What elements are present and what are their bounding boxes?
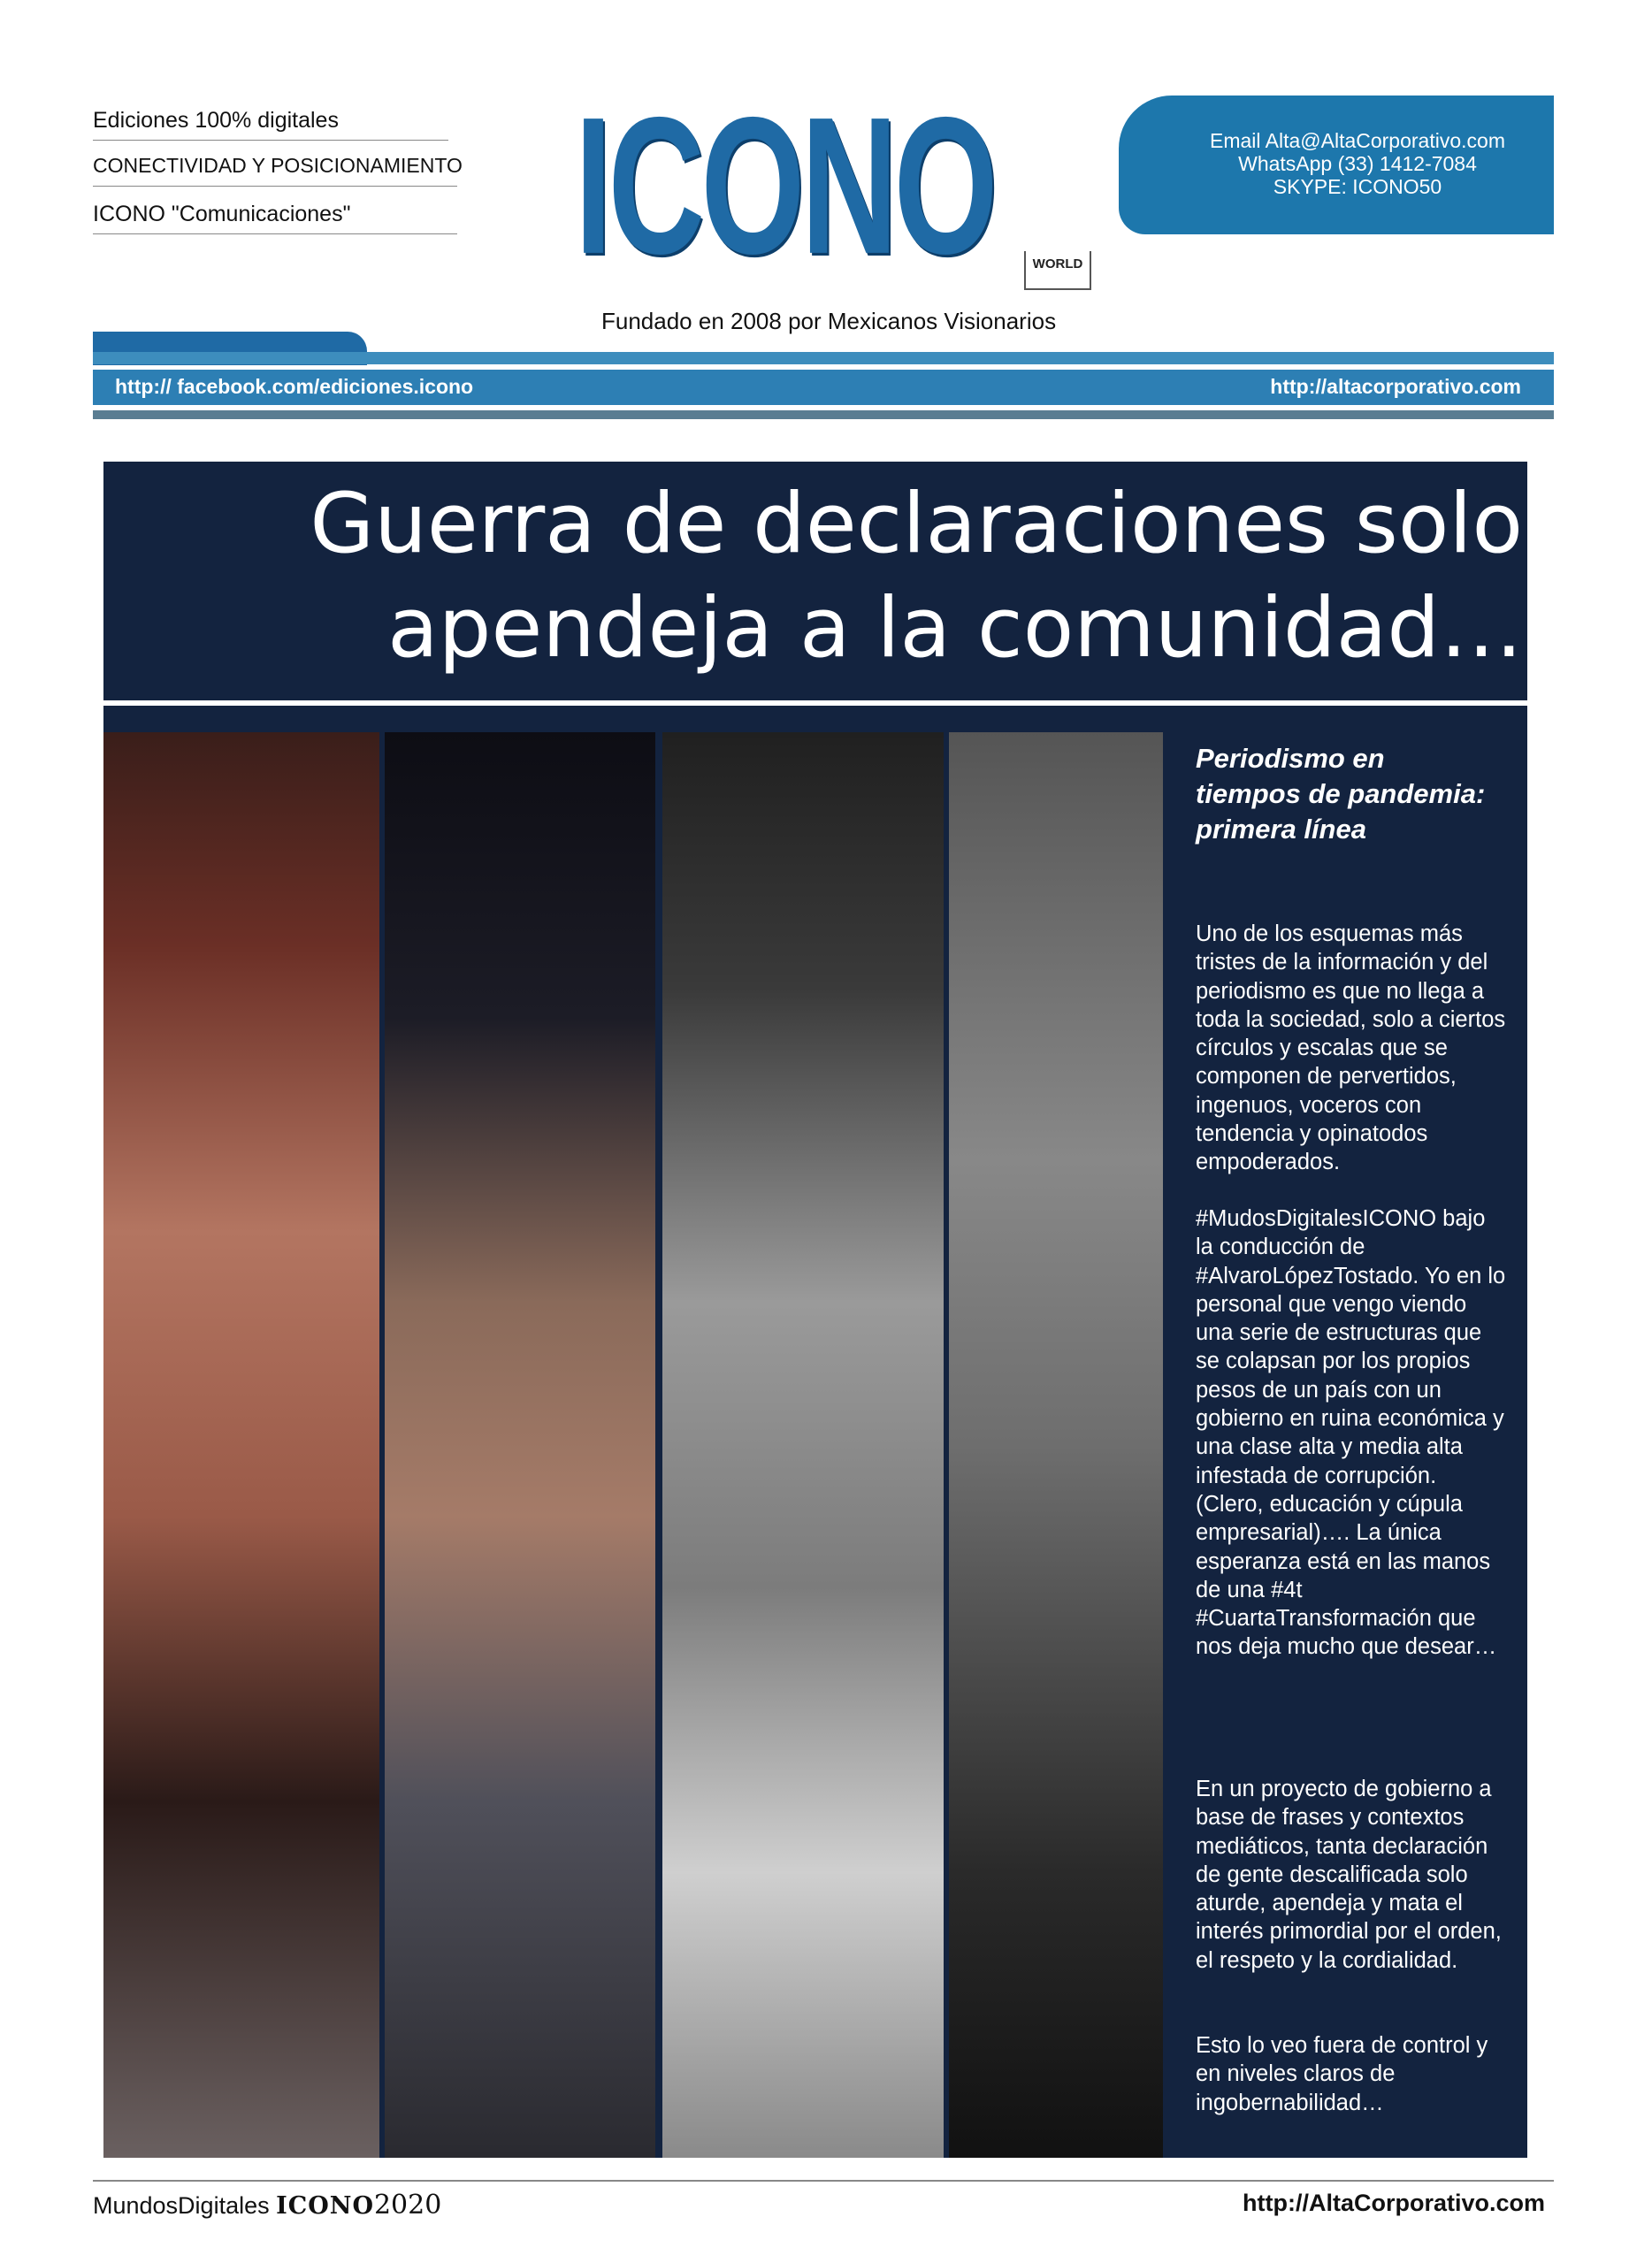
founded-line: Fundado en 2008 por Mexicanos Visionarios [601,308,1057,334]
footer-brand-line [93,2190,441,2221]
tagline-divider [93,233,457,234]
article-paragraph-3: En un proyecto de gobierno a base de frases y contextos mediáticos, tanta declaración de gente descalificada solo aturde, apendeja y mata el interés primordial por el orden, el respeto y la cordialidad. [1196,1777,1502,1973]
facebook-link[interactable]: http:// facebook.com/ediciones.icono [115,375,474,398]
headline-line-1: Guerra de declaraciones solo [310,476,1523,572]
logo-wordmark: ICONO [575,76,995,295]
icono-logo [575,76,1088,295]
article-paragraph-2: #MudosDigitalesICONO bajo la conducción de #AlvaroLópezTostado. Yo en lo personal que vengo viendo una serie de estructuras que se colapsan por los propios pesos de un país con un gobierno en ruina económica y una clase alta y media alta infestada de corrupción. (Clero, educación y cúpula empresarial)…. La única esperanza está en las manos de una #4t #CuartaTransformación que nos deja mucho que desear… [1196,1206,1506,1660]
portrait-photo-4 [949,732,1163,2158]
header-bottom-rule [93,410,1554,419]
article-paragraph-4: Esto lo veo fuera de control y en niveles claros de ingobernabilidad… [1196,2033,1488,2115]
headline [103,462,1523,700]
tagline-divider [93,140,448,141]
article-paragraph-1: Uno de los esquemas más tristes de la información y del periodismo es que no llega a toda la sociedad, solo a ciertos círculos y escalas que se componen de pervertidos, ingenuos, voceros con tendencia y opinatodos empoderados. [1196,921,1506,1175]
contact-skype: SKYPE: ICONO50 [1273,175,1442,198]
contact-email: Email Alta@AltaCorporativo.com [1210,129,1505,152]
header-rule [93,352,1554,364]
contact-whatsapp: WhatsApp (33) 1412-7084 [1238,152,1477,175]
headline-line-2: apendeja a la comunidad… [387,580,1523,677]
tagline-conectividad: CONECTIVIDAD Y POSICIONAMIENTO [93,154,463,177]
footer-website-link[interactable]: http://AltaCorporativo.com [1243,2190,1545,2216]
footer-brand: ICONO [276,2192,374,2220]
column-title: Periodismo en tiempos de pandemia: primera línea [1196,743,1486,845]
logo-world-badge: WORLD [1024,251,1091,290]
tagline-divider [93,186,457,187]
portrait-photo-3 [662,732,944,2158]
portrait-photo-2 [385,732,655,2158]
footer-prefix: MundosDigitales [93,2192,270,2219]
tagline-digital: Ediciones 100% digitales [93,108,339,133]
footer-rule [93,2180,1554,2182]
website-link[interactable]: http://altacorporativo.com [1270,375,1521,398]
footer-year: 2020 [373,2190,442,2221]
tagline-comunicaciones: ICONO "Comunicaciones" [93,202,351,226]
portrait-photo-1 [103,732,379,2158]
